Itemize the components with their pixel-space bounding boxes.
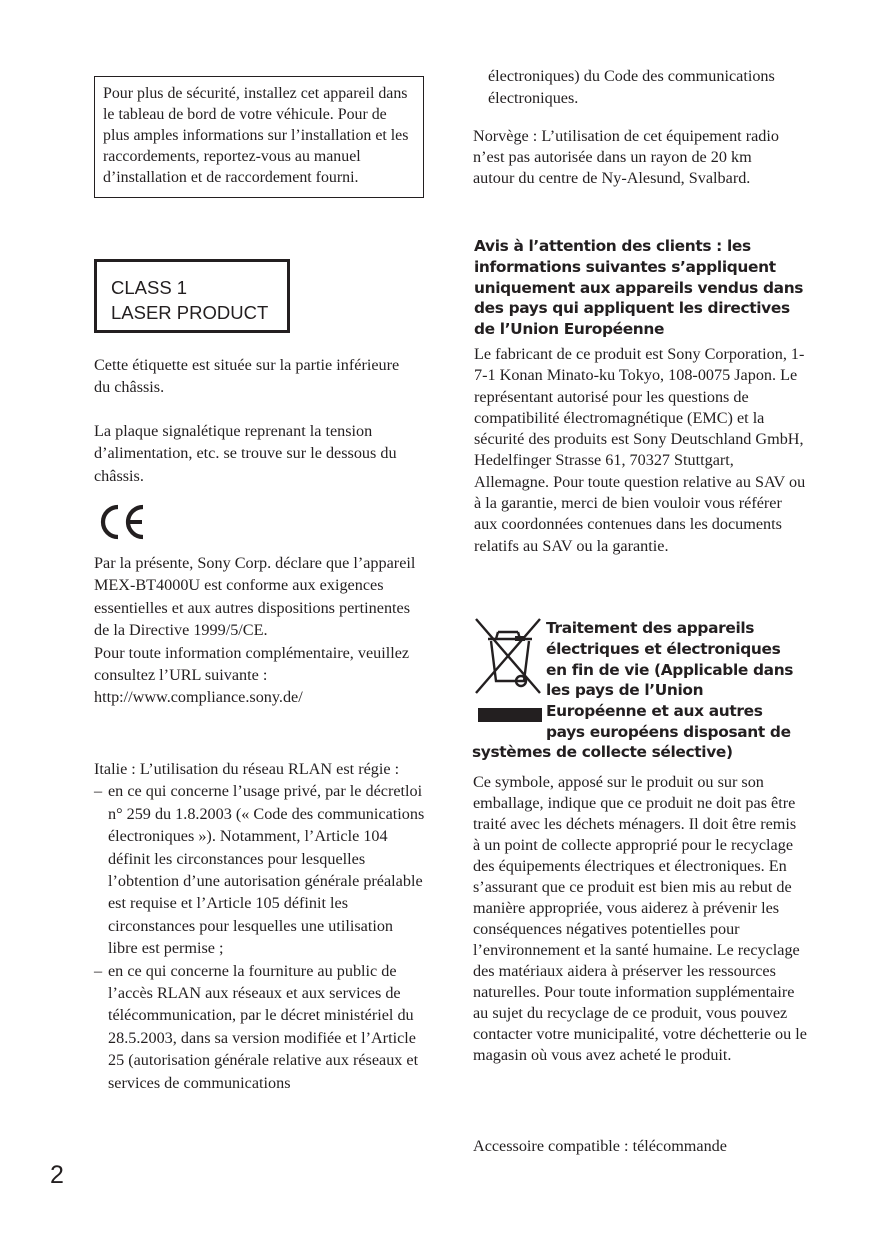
weee-heading-block — [546, 618, 808, 743]
italy-continued-text: électroniques) du Code des communications électroniques. — [488, 67, 775, 108]
weee-body-text: Ce symbole, apposé sur le produit ou sur son emballage, indique que ce produit ne doit pas être traité avec les déchets ménagers. Il doit être remis à un point de collecte approprié pour le recyclage des équipements électriques et électroniques. En s’assurant que ce produit est bien mis au rebut de manière appropriée, vous aiderez à prévenir les conséquences négatives potentielles pour l’environnement et la santé humaine. Le recyclage des matériaux aidera à préserver les ressources naturelles. Pour toute information supplémentaire au sujet du recyclage de ce produit, vous pouvez contacter votre municipalité, votre déchetterie ou le magasin où vous avez acheté le produit. — [473, 773, 807, 1064]
italy-list-item-2: – en ce qui concerne la fourniture au public de l’accès RLAN aux réseaux et aux services de télécommunication, par le décret ministériel du 28.5.2003, dans sa version modifiée et l’Article 25 (autorisation générale relative aux réseaux et services de communications — [94, 960, 426, 1094]
weee-heading-line-1: Traitement des appareils — [546, 619, 755, 637]
italy-intro: Italie : L’utilisation du réseau RLAN est régie : — [94, 760, 400, 778]
norway-text: Norvège : L’utilisation de cet équipement radio n’est pas autorisée dans un rayon de 20 km autour du centre de Ny-Alesund, Svalbard. — [473, 127, 779, 187]
declaration-text: Par la présente, Sony Corp. déclare que l’appareil MEX-BT4000U est conforme aux exigences essentielles et aux autres dispositions pertinentes de la Directive 1999/5/CE. — [94, 554, 416, 640]
page-number: 2 — [50, 1161, 64, 1189]
weee-heading-line-2: électriques et électroniques — [546, 639, 781, 658]
laser-label-line-2: LASER PRODUCT — [111, 301, 269, 323]
weee-heading-line-6: pays européens disposant de — [546, 722, 791, 741]
weee-heading-line-5: Européenne et aux autres — [546, 702, 763, 721]
weee-heading-line-3: en fin de vie (Applicable dans — [546, 660, 794, 679]
accessory-text: Accessoire compatible : télécommande — [473, 1137, 727, 1155]
eu-notice-body: Le fabricant de ce produit est Sony Corporation, 1-7-1 Konan Minato-ku Tokyo, 108-0075 Japon. Le représentant autorisé pour les questions de compatibilité électromagnétique (EMC) et la sécurité des produits est Sony Deutschland GmbH, Hedelfinger Strasse 61, 70327 Stuttgart, Allemagne. Pour toute question relative au SAV ou à la garantie, merci de bien vouloir vous référer aux coordonnées contenues dans les documents relatifs au SAV ou la garantie. — [474, 345, 806, 555]
declaration-section — [94, 552, 426, 709]
weee-heading-last-line: systèmes de collecte sélective) — [472, 743, 733, 761]
label-location-text: Cette étiquette est située sur la partie inférieure du châssis. — [94, 356, 400, 397]
more-info-text: Pour toute information complémentaire, veuillez consultez l’URL suivante : — [94, 643, 410, 685]
italy-list-item-1: – en ce qui concerne l’usage privé, par le décretloi n° 259 du 1.8.2003 (« Code des communications électroniques »). Notamment, l’Article 104 définit les circonstances pour lesquelles l’obtention d’une autorisation générale préalable est requise et l’Article 105 définit les circonstances pour lesquelles une utilisation libre est permise ; — [94, 780, 426, 959]
laser-label-line-1: CLASS 1 — [111, 277, 188, 298]
safety-notice-box: Pour plus de sécurité, installez cet appareil dans le tableau de bord de votre véhicule. Pour de plus amples informations sur l’installation et les raccordements, reportez-vous au manuel d’installation et de raccordement fourni. — [94, 76, 424, 198]
rating-plate-text: La plaque signalétique reprenant la tension d’alimentation, etc. se trouve sur le dessous du châssis. — [94, 422, 397, 485]
ce-mark-icon — [96, 502, 146, 542]
italy-list — [94, 780, 426, 1094]
class-1-laser-product-label — [94, 259, 290, 333]
italy-section — [94, 758, 426, 1094]
compliance-url: http://www.compliance.sony.de/ — [94, 688, 303, 707]
crossed-out-wheeled-bin-icon — [474, 613, 542, 725]
weee-heading-line-4: les pays de l’Union — [546, 681, 704, 700]
eu-notice-heading: Avis à l’attention des clients : les informations suivantes s’appliquent uniquement aux appareils vendus dans des pays qui appliquent les directives de l’Union Européenne — [474, 237, 804, 339]
